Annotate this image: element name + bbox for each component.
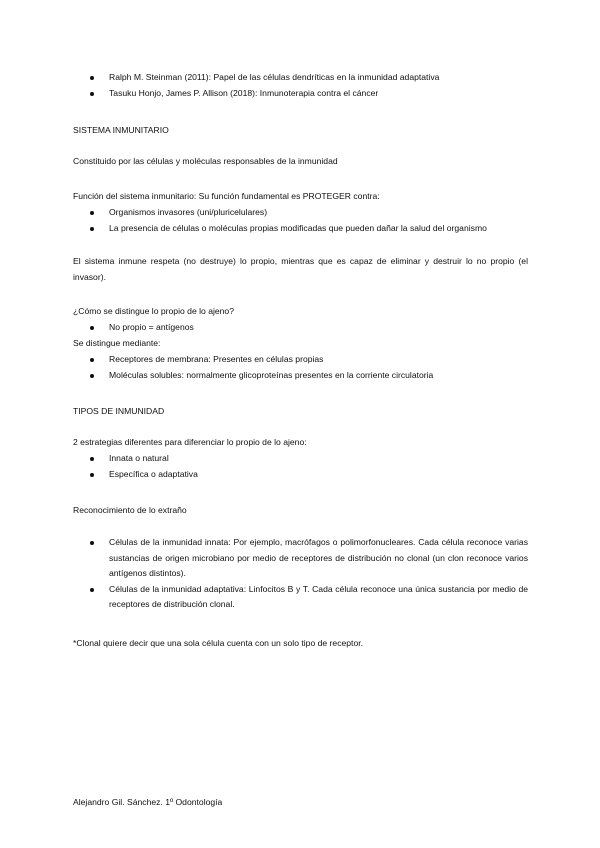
list-item: Tasuku Honjo, James P. Allison (2018): Inmunoterapia contra el cáncer — [88, 86, 439, 102]
list-item: Organismos invasores (uni/pluricelulares) — [88, 205, 487, 221]
list-item: La presencia de células o moléculas propias modificadas que pueden dañar la salud del organismo — [88, 221, 487, 237]
question-text: ¿Cómo se distingue lo propio de lo ajeno? — [73, 306, 234, 316]
function-list — [88, 205, 487, 236]
function-intro: Función del sistema inmunitario: Su función fundamental es PROTEGER contra: — [73, 191, 380, 201]
footnote-text: *Clonal quiere decir que una sola célula cuenta con un solo tipo de receptor. — [73, 638, 363, 648]
list-item: No propio = antígenos — [88, 320, 194, 336]
list-item: Ralph M. Steinman (2011): Papel de las células dendríticas en la inmunidad adaptativa — [88, 70, 439, 86]
definition-text: Constituido por las células y moléculas responsables de la inmunidad — [73, 156, 338, 166]
list-item: Específica o adaptativa — [88, 467, 198, 483]
list-item: Receptores de membrana: Presentes en células propias — [88, 352, 433, 368]
section-title-sistema-inmunitario: SISTEMA INMUNITARIO — [73, 125, 169, 135]
references-list — [88, 70, 439, 101]
strategies-list — [88, 451, 198, 482]
respect-paragraph: El sistema inmune respeta (no destruye) lo propio, mientras que es capaz de eliminar y destruir lo no propio (el invasor). — [73, 256, 528, 282]
question-list — [88, 320, 194, 336]
list-item: Innata o natural — [88, 451, 198, 467]
recognition-title: Reconocimiento de lo extraño — [73, 505, 187, 515]
page-footer: Alejandro Gil. Sánchez. 1º Odontología — [73, 797, 223, 807]
section-title-tipos-inmunidad: TIPOS DE INMUNIDAD — [73, 406, 165, 416]
list-item: Células de la inmunidad adaptativa: Linfocitos B y T. Cada célula reconoce una única sustancia por medio de receptores de distribución clonal. — [88, 582, 528, 613]
distinguish-intro: Se distingue mediante: — [73, 338, 161, 348]
distinguish-list — [88, 352, 433, 383]
list-item: Moléculas solubles: normalmente glicoproteínas presentes en la corriente circulatoria — [88, 368, 433, 384]
recognition-list — [88, 535, 528, 613]
strategies-intro: 2 estrategias diferentes para diferenciar lo propio de lo ajeno: — [73, 437, 307, 447]
list-item: Células de la inmunidad innata: Por ejemplo, macrófagos o polimorfonucleares. Cada célula reconoce varias sustancias de origen microbiano por medio de receptores de distribución no clonal (un clon reconoce varios antígenos distintos). — [88, 535, 528, 582]
